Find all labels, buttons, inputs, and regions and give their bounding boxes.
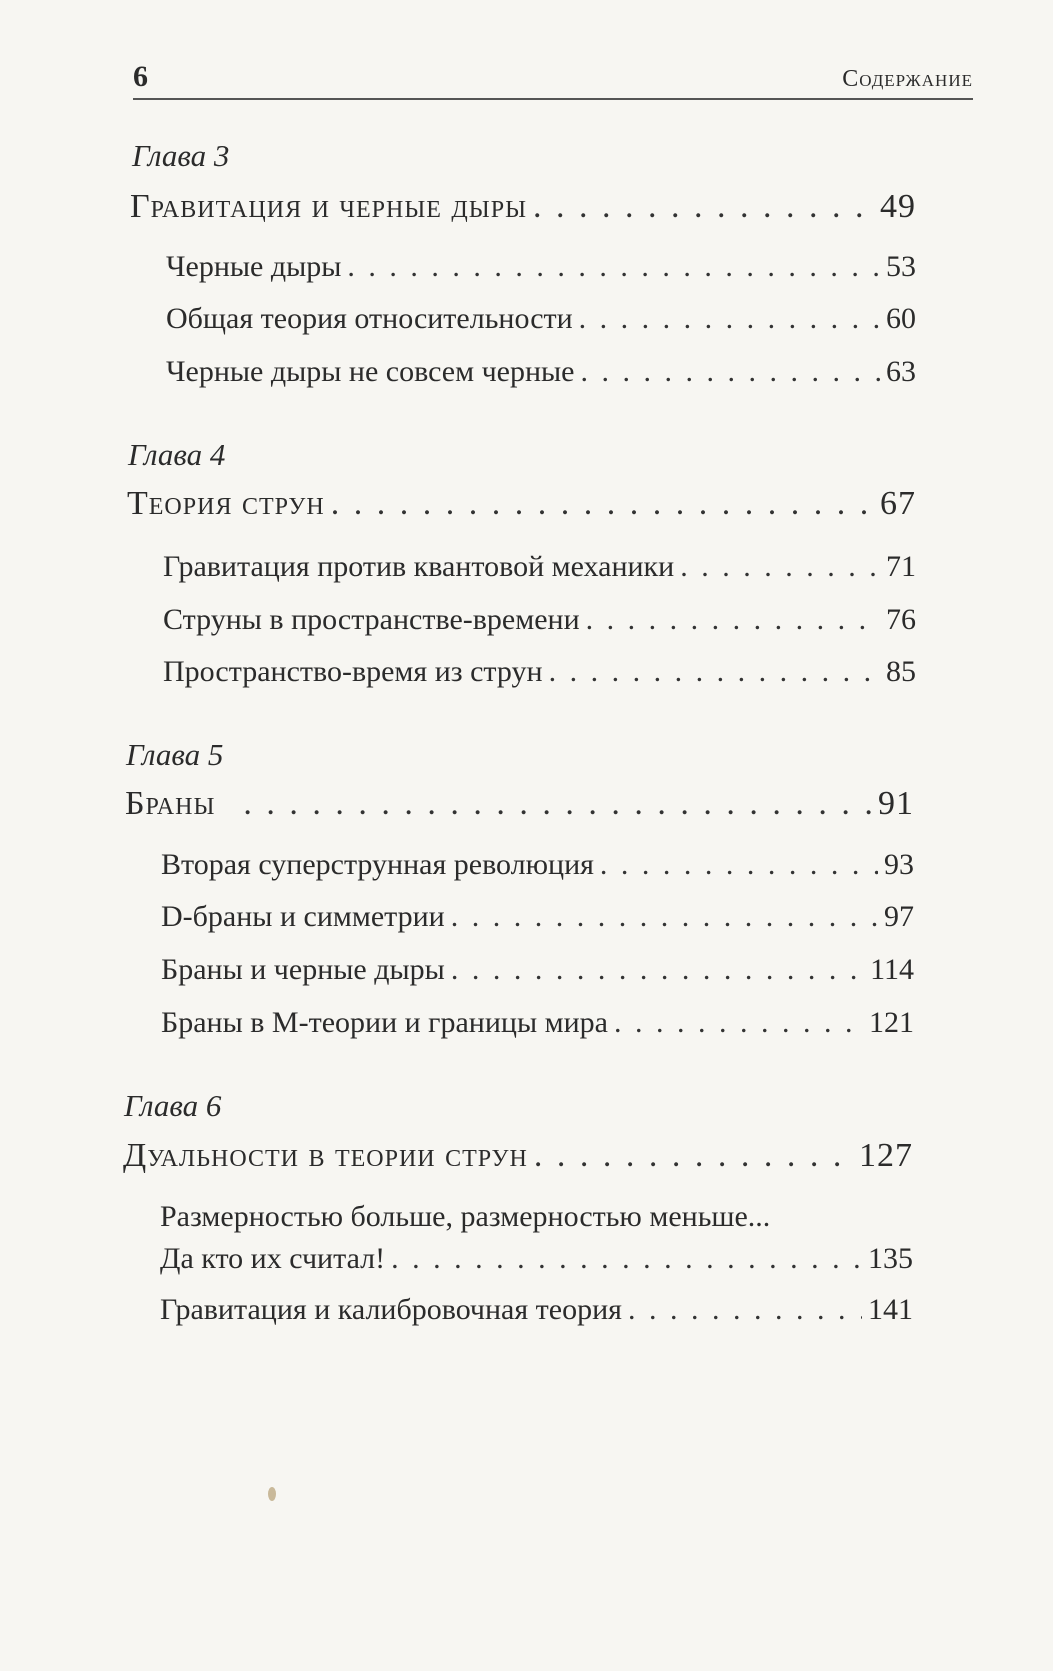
chapter-label: Глава 5 — [126, 737, 224, 772]
page-ref: 127 — [859, 1137, 913, 1174]
page-ref: 63 — [886, 355, 916, 388]
chapter-title: Браны — [125, 785, 216, 822]
section-title: Гравитация против квантовой механики — [163, 550, 675, 583]
dot-leader — [586, 603, 880, 637]
page-ref: 76 — [886, 603, 916, 636]
dot-leader — [331, 485, 874, 523]
section-title: Черные дыры не совсем черные — [166, 355, 575, 388]
section-title-line1: Размерностью больше, размерностью меньше... — [160, 1200, 771, 1233]
page-ref: 93 — [884, 848, 914, 881]
page-ref: 71 — [886, 550, 916, 583]
toc-section-entry[interactable] — [161, 1006, 914, 1040]
toc-section-entry[interactable] — [161, 953, 914, 987]
page-number: 6 — [133, 60, 148, 93]
toc-section-entry[interactable] — [166, 302, 916, 336]
chapter-title: Гравитация и черные дыры — [130, 188, 528, 225]
page-ref: 60 — [886, 302, 916, 335]
toc-section-entry[interactable] — [161, 900, 914, 934]
dot-leader — [451, 953, 864, 987]
page-ref: 91 — [878, 785, 914, 822]
toc-chapter-entry[interactable] — [130, 188, 916, 226]
dot-leader — [614, 1006, 863, 1040]
dot-leader — [534, 1137, 853, 1175]
page-header — [133, 58, 973, 100]
toc-section-entry[interactable] — [166, 355, 916, 389]
dot-leader — [600, 848, 878, 882]
chapter-title: Дуальности в теории струн — [123, 1137, 528, 1174]
section-title: Да кто их считал! — [160, 1242, 386, 1275]
dot-leader — [243, 785, 872, 823]
paper-speck — [268, 1487, 276, 1501]
chapter-label: Глава 6 — [124, 1088, 222, 1123]
section-title: Черные дыры — [166, 250, 342, 283]
page-ref: 114 — [870, 953, 914, 986]
dot-leader — [533, 188, 874, 226]
page-ref: 67 — [880, 485, 916, 522]
page-ref: 135 — [868, 1242, 913, 1275]
page-ref: 121 — [869, 1006, 914, 1039]
dot-leader — [581, 355, 880, 389]
running-title: Содержание — [842, 66, 973, 92]
toc-section-entry[interactable] — [163, 603, 916, 637]
page-ref: 141 — [868, 1293, 913, 1326]
dot-leader — [347, 250, 880, 284]
page-ref: 97 — [884, 900, 914, 933]
page-ref: 49 — [880, 188, 916, 225]
chapter-title: Теория струн — [127, 485, 325, 522]
section-title: Гравитация и калибровочная теория — [160, 1293, 622, 1326]
section-title: Браны в М-теории и границы мира — [161, 1006, 608, 1039]
chapter-label: Глава 3 — [132, 138, 230, 173]
dot-leader — [549, 655, 880, 689]
dot-leader — [391, 1242, 862, 1276]
toc-section-entry[interactable] — [163, 655, 916, 689]
toc-section-entry[interactable] — [163, 550, 916, 584]
page-ref: 53 — [886, 250, 916, 283]
toc-section-entry[interactable] — [166, 250, 916, 284]
section-title: Струны в пространстве-времени — [163, 603, 580, 636]
section-title: Общая теория относительности — [166, 302, 573, 335]
section-title: Пространство-время из струн — [163, 655, 543, 688]
toc-chapter-entry[interactable] — [123, 1137, 913, 1175]
dot-leader — [451, 900, 878, 934]
page-ref: 85 — [886, 655, 916, 688]
chapter-label: Глава 4 — [128, 437, 226, 472]
dot-leader — [628, 1293, 862, 1327]
toc-section-entry[interactable] — [160, 1242, 913, 1276]
toc-section-entry[interactable] — [161, 848, 914, 882]
section-title: D-браны и симметрии — [161, 900, 445, 933]
toc-chapter-entry[interactable] — [125, 785, 914, 823]
toc-section-entry[interactable] — [160, 1293, 913, 1327]
dot-leader — [579, 302, 880, 336]
toc-chapter-entry[interactable] — [127, 485, 916, 523]
section-title: Вторая суперструнная революция — [161, 848, 594, 881]
section-title: Браны и черные дыры — [161, 953, 445, 986]
dot-leader — [680, 550, 880, 584]
